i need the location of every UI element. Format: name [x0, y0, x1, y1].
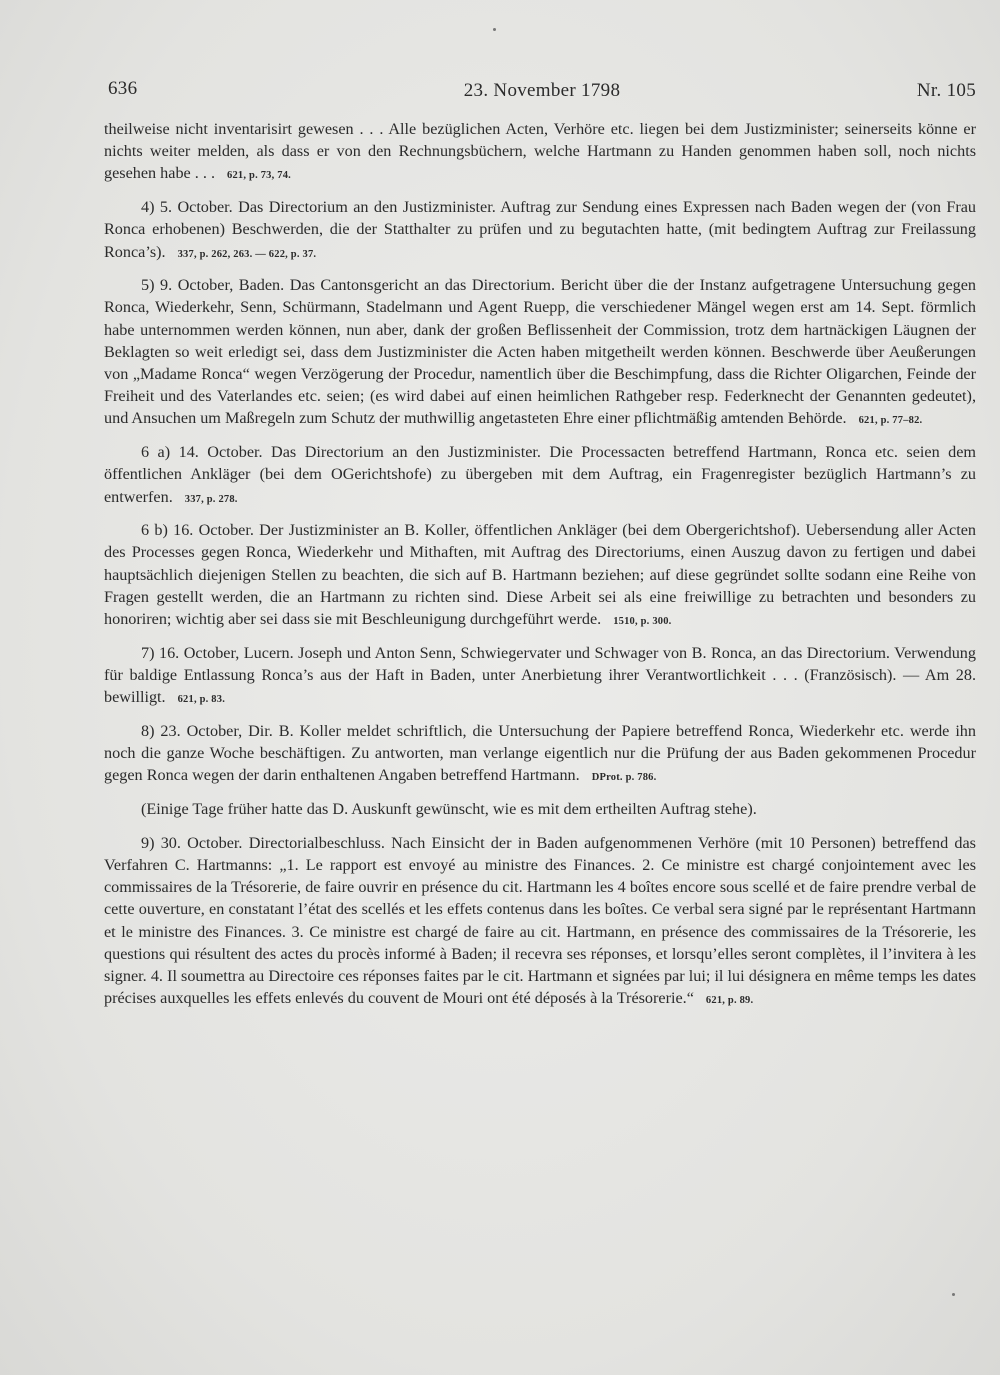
paragraph-text: (Einige Tage früher hatte das D. Auskunft gewünscht, wie es mit dem ertheilten Auftrag stehe). — [141, 799, 757, 818]
paragraph-text: 6 b) 16. October. Der Justizminister an B. Koller, öffentlichen Ankläger (bei dem Obergerichtshof). Uebersendung aller Acten des Processes gegen Ronca, Wiederkehr und Mithaften, mit Auftrag des Directoriums, einen Auszug davon zu fertigen und dabei hauptsächlich diejenigen Stellen zu beachten, die sich auf B. Hartmann beziehen; auf diese gegründet sollte sodann eine Reihe von Fragen gestellt werden, die an Hartmann zu richten sind. Diese Arbeit sei als eine freiwillige zu betrachten und besonders zu honoriren; wichtig aber sei dass sie mit Beschleunigung durchgeführt werde. — [104, 521, 976, 629]
paragraph — [104, 274, 976, 432]
source-reference: 621, p. 83. — [177, 694, 226, 706]
paragraph — [104, 798, 976, 823]
source-reference: 621, p. 73, 74. — [227, 170, 291, 182]
paragraph — [104, 720, 976, 790]
source-reference: 621, p. 89. — [705, 995, 754, 1007]
paragraph-text: 7) 16. October, Lucern. Joseph und Anton Senn, Schwiegervater und Schwager von B. Ronca, an das Directorium. Verwendung für baldige Entlassung Ronca’s aus der Haft in Baden, unter Anerbietung ihrer Verantwortlichkeit . . . (Französisch). — Am 28. bewilligt. — [104, 643, 976, 707]
page-number: 636 — [108, 78, 138, 99]
paragraph — [104, 441, 976, 511]
header-date: 23. November 1798 — [463, 80, 621, 101]
paragraph-text: 6 a) 14. October. Das Directorium an den Justizminister. Die Processacten betreffend Hartmann, Ronca etc. seien dem öffentlichen Ankläger (bei dem OGerichtshofe) zu übergeben mit dem Auftrag, ein Fragenregister bezüglich Hartmann’s zu entwerfen. — [104, 443, 976, 506]
paragraph — [104, 118, 976, 188]
paper-fleck — [493, 28, 496, 31]
paragraph-text: 9) 30. October. Directorialbeschluss. Nach Einsicht der in Baden aufgenommenen Verhöre (mit 10 Personen) betreffend das Verfahren C. Hartmanns: „1. Le rapport est envoyé au ministre des Finances. 2. Ce ministre est chargé conjointement avec les commissaires de la Trésorerie, de faire ouvrir en présence du cit. Hartmann les 4 boîtes encore sous scellé et de faire prendre verbal de cette ouverture, en constatant l’état des scellés et les effets contenus dans les boîtes. Ce verbal sera signé par le représentant Hartmann et le ministre des Finances. 3. Ce ministre est chargé de faire au cit. Hartmann, en présence des commissaires de la Trésorerie, les questions qui résultent des actes du procès informé à Baden; il recevra ses réponses, et lorsqu’elles seront complètes, il l’invitera à les signer. 4. Il soumettra au Directoire ces réponses faites par le cit. Hartmann et signées par lui; il lui désignera en même temps les dates précises auxquelles les effets enlevés du couvent de Mouri ont été déposés à la Trésorerie.“ — [104, 833, 976, 1008]
source-reference: 337, p. 262, 263. — 622, p. 37. — [177, 248, 317, 260]
document-number: Nr. 105 — [916, 80, 976, 101]
paragraph-text: 5) 9. October, Baden. Das Cantonsgericht an das Directorium. Bericht über die der Instanz aufgetragene Untersuchung gegen Ronca, Wiederkehr, Senn, Schürmann, Stadelmann und Agent Ruepp, die verschiedener Mängel wegen erst am 14. Sept. förmlich habe unternommen werden können, nun aber, dank der großen Beflissenheit der Commission, trotz dem hartnäckigen Läugnen der Beklagten so weit erledigt sei, dass dem Justizminister die Acten haben mitgetheilt werden können. Beschwerde über Aeußerungen von „Madame Ronca“ wegen Verzögerung der Procedur, namentlich über die Beschimpfung, dass die Richter Oligarchen, Feinde der Freiheit und des Vaterlandes etc. seien; (es wird dabei auf einen heimlichen Rathgeber resp. Federknecht der Genannten gedeutet), und Ansuchen um Maßregeln zum Schutz der muthwillig angetasteten Ehre einer pflichtmäßig amtenden Behörde. — [104, 276, 976, 428]
source-reference: 337, p. 278. — [184, 493, 238, 505]
paragraph-text: 8) 23. October, Dir. B. Koller meldet schriftlich, die Untersuchung der Papiere betreffend Ronca, Wiederkehr etc. werde ihn noch die ganze Woche beschäftigen. Zu antworten, man verlange eigentlich nur die Prüfung der aus Baden gekommenen Procedur gegen Ronca wegen der darin enthaltenen Angaben betreffend Hartmann. — [104, 721, 976, 785]
paragraph — [104, 832, 976, 1013]
source-reference: 621, p. 77–82. — [858, 415, 923, 427]
paper-fleck — [952, 1293, 955, 1296]
paragraph — [104, 519, 976, 633]
source-reference: DProt. p. 786. — [591, 772, 657, 784]
paragraph — [104, 196, 976, 266]
document-body — [104, 118, 976, 1021]
source-reference: 1510, p. 300. — [613, 616, 672, 628]
paragraph-text: 4) 5. October. Das Directorium an den Justizminister. Auftrag zur Sendung eines Expressen nach Baden wegen der (von Frau Ronca erhobenen) Beschwerden, die der Statthalter zu prüfen und zu begutachten hatte, (mit bedingtem Auftrag zur Freilassung Ronca’s). — [104, 198, 976, 261]
paragraph-text: theilweise nicht inventarisirt gewesen . . . Alle bezüglichen Acten, Verhöre etc. liegen bei dem Justizminister; seinerseits könne er nichts weiter melden, als dass er von den Rechnungsbüchern, welche Hartmann zu Handen genommen haben soll, noch nichts gesehen habe . . . — [104, 120, 976, 183]
page-header — [108, 78, 976, 106]
paragraph — [104, 642, 976, 712]
